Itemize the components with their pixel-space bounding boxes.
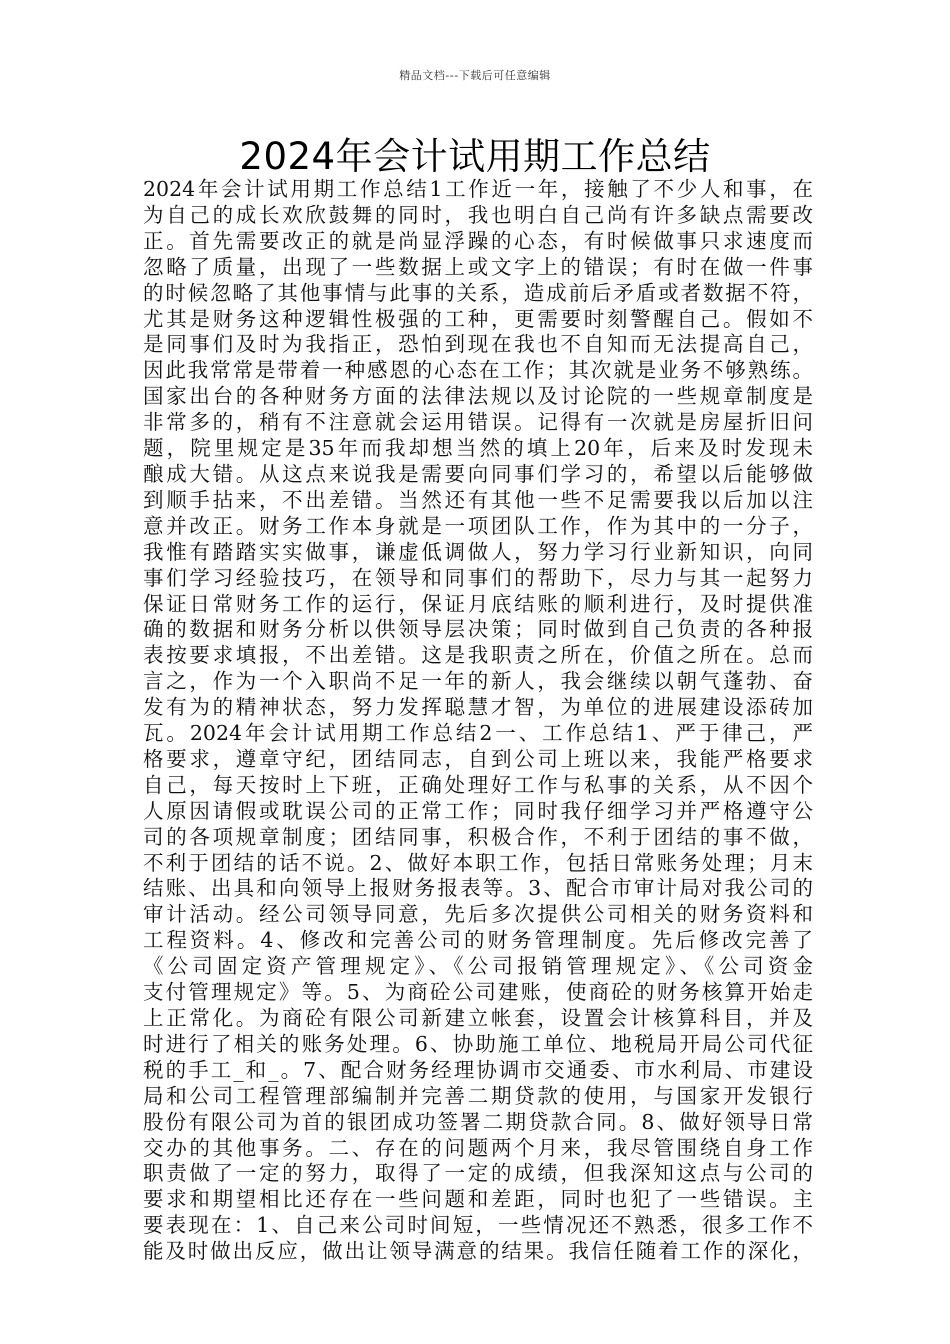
paragraph-line: 时进行了相关的账务处理。6、协助施工单位、地税局开局公司代征	[143, 1031, 813, 1056]
paragraph-line: 税的手工_和_。7、配合财务经理协调市交通委、市水利局、市建设	[143, 1057, 813, 1082]
paragraph-line: 的时候忽略了其他事情与此事的关系，造成前后矛盾或者数据不符，	[143, 280, 813, 305]
document-body	[143, 177, 813, 1265]
paragraph-line: 股份有限公司为首的银团成功签署二期贷款合同。8、做好领导日常	[143, 1109, 813, 1134]
paragraph-line: 为自己的成长欢欣鼓舞的同时，我也明白自己尚有许多缺点需要改	[143, 202, 813, 227]
paragraph-line: 审计活动。经公司领导同意，先后多次提供公司相关的财务资料和	[143, 902, 813, 927]
paragraph-line: 工程资料。4、修改和完善公司的财务管理制度。先后修改完善了	[143, 928, 813, 953]
paragraph-line: 要表现在：1、自己来公司时间短，一些情况还不熟悉，很多工作不	[143, 1213, 813, 1238]
paragraph-line: 正。首先需要改正的就是尚显浮躁的心态，有时候做事只求速度而	[143, 228, 813, 253]
paragraph-line: 到顺手拈来，不出差错。当然还有其他一些不足需要我以后加以注	[143, 487, 813, 512]
paragraph-line: 《公司固定资产管理规定》、《公司报销管理规定》、《公司资金	[143, 954, 813, 979]
paragraph-line: 忽略了质量，出现了一些数据上或文字上的错误；有时在做一件事	[143, 254, 813, 279]
paragraph-line: 表按要求填报，不出差错。这是我职责之所在，价值之所在。总而	[143, 643, 813, 668]
paragraph-line: 事们学习经验技巧，在领导和同事们的帮助下，尽力与其一起努力	[143, 565, 813, 590]
paragraph-line: 司的各项规章制度；团结同事，积极合作，不利于团结的事不做，	[143, 824, 813, 849]
paragraph-line: 是同事们及时为我指正，恐怕到现在我也不自知而无法提高自己，	[143, 332, 813, 357]
paragraph-line: 要求和期望相比还存在一些问题和差距，同时也犯了一些错误。主	[143, 1187, 813, 1212]
paragraph-line: 因此我常常是带着一种感恩的心态在工作；其次就是业务不够熟练。	[143, 358, 813, 383]
paragraph-line: 交办的其他事务。二、存在的问题两个月来，我尽管围绕自身工作	[143, 1135, 813, 1160]
paragraph-line: 瓦。2024年会计试用期工作总结2一、工作总结1、严于律己，严	[143, 721, 813, 746]
paragraph-line: 国家出台的各种财务方面的法律法规以及讨论院的一些规章制度是	[143, 384, 813, 409]
paragraph-line: 自己，每天按时上下班，正确处理好工作与私事的关系，从不因个	[143, 772, 813, 797]
paragraph-line: 局和公司工程管理部编制并完善二期贷款的使用，与国家开发银行	[143, 1083, 813, 1108]
paragraph-line: 结账、出具和向领导上报财务报表等。3、配合市审计局对我公司的	[143, 876, 813, 901]
paragraph-line: 能及时做出反应，做出让领导满意的结果。我信任随着工作的深化，	[143, 1239, 813, 1264]
paragraph-line: 尤其是财务这种逻辑性极强的工种，更需要时刻警醒自己。假如不	[143, 306, 813, 331]
paragraph-line: 我惟有踏踏实实做事，谦虚低调做人，努力学习行业新知识，向同	[143, 539, 813, 564]
paragraph-line: 发有为的精神状态，努力发挥聪慧才智，为单位的进展建设添砖加	[143, 695, 813, 720]
paragraph-line: 不利于团结的话不说。2、做好本职工作，包括日常账务处理；月末	[143, 850, 813, 875]
paragraph-line: 支付管理规定》等。5、为商砼公司建账，使商砼的财务核算开始走	[143, 980, 813, 1005]
paragraph-line: 职责做了一定的努力，取得了一定的成绩，但我深知这点与公司的	[143, 1161, 813, 1186]
paragraph-line: 酿成大错。从这点来说我是需要向同事们学习的，希望以后能够做	[143, 461, 813, 486]
document-title: 2024年会计试用期工作总结	[239, 135, 711, 178]
paragraph-line: 非常多的，稍有不注意就会运用错误。记得有一次就是房屋折旧问	[143, 410, 813, 435]
paragraph-line: 题，院里规定是35年而我却想当然的填上20年，后来及时发现未	[143, 436, 813, 461]
paragraph-line: 意并改正。财务工作本身就是一项团队工作，作为其中的一分子，	[143, 513, 813, 538]
paragraph-line: 上正常化。为商砼有限公司新建立帐套，设置会计核算科目，并及	[143, 1006, 813, 1030]
paragraph-line: 言之，作为一个入职尚不足一年的新人，我会继续以朝气蓬勃、奋	[143, 669, 813, 694]
paragraph-line: 格要求，遵章守纪，团结同志，自到公司上班以来，我能严格要求	[143, 746, 813, 771]
paragraph-line: 人原因请假或耽误公司的正常工作；同时我仔细学习并严格遵守公	[143, 798, 813, 823]
paragraph-line: 2024年会计试用期工作总结1工作近一年，接触了不少人和事，在	[143, 177, 813, 201]
paragraph-line: 确的数据和财务分析以供领导层决策；同时做到自己负责的各种报	[143, 617, 813, 642]
page-header: 精品文档---下载后可任意编辑	[399, 69, 551, 82]
paragraph-line: 保证日常财务工作的运行，保证月底结账的顺利进行，及时提供准	[143, 591, 813, 616]
